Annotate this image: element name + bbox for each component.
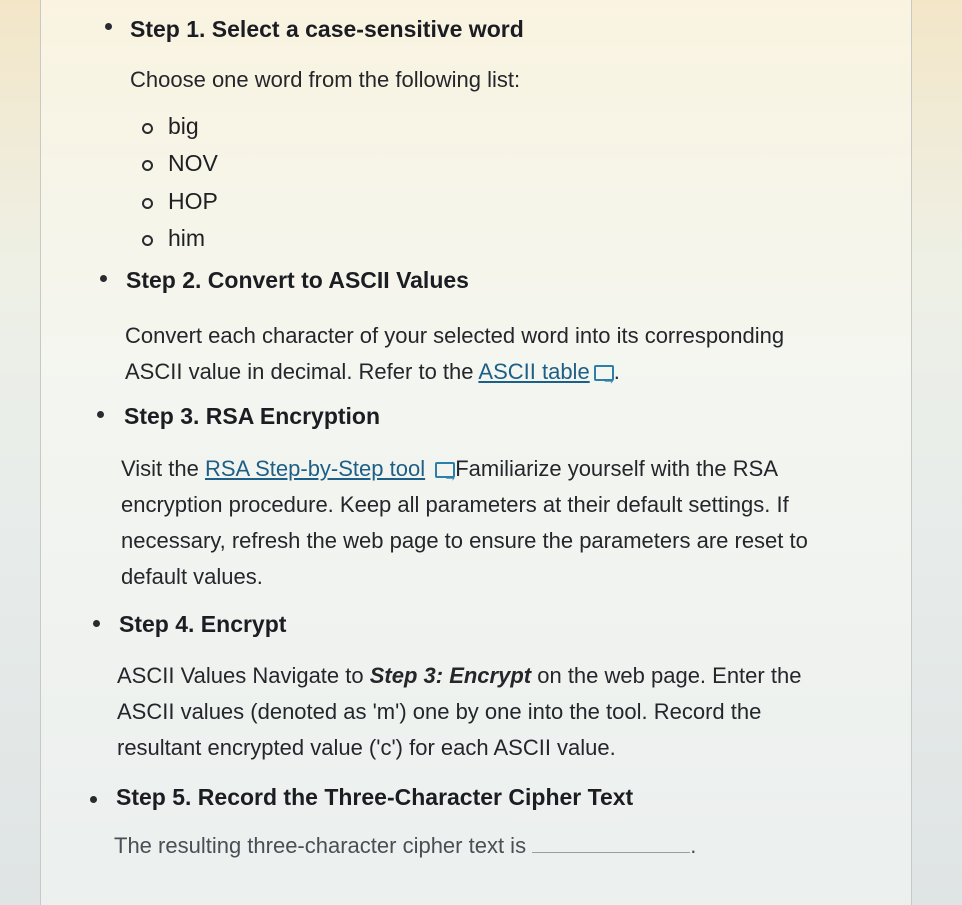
external-link-icon xyxy=(594,365,614,381)
list-bullet xyxy=(142,235,153,246)
step-2-text xyxy=(125,318,885,390)
step-3-title: Step 3. RSA Encryption xyxy=(124,403,381,429)
step-1-bullet xyxy=(105,23,112,30)
step-5-text xyxy=(114,828,894,864)
step-5-bullet xyxy=(90,796,97,803)
step-4-line-1-rest: on the web page. Enter the xyxy=(537,663,802,688)
step-3-bullet xyxy=(97,411,104,418)
step-4-line-1 xyxy=(117,658,897,694)
step-4-text xyxy=(117,658,897,766)
step-4-line-3: resultant encrypted value ('c') for each ASCII value. xyxy=(117,735,616,760)
step-2-line-2 xyxy=(125,354,885,390)
step-5-period: . xyxy=(690,833,697,858)
step-2-bullet xyxy=(100,275,107,282)
cipher-text-blank[interactable] xyxy=(532,832,690,853)
step-4-title: Step 4. Encrypt xyxy=(119,611,287,637)
step-3-line-1-text: Visit the xyxy=(121,456,199,481)
step-3-line-1-rest: Familiarize yourself with the RSA xyxy=(455,456,779,481)
step-3-line-4: default values. xyxy=(121,564,263,589)
list-bullet xyxy=(142,198,153,209)
step-5-title: Step 5. Record the Three-Character Cipher Text xyxy=(116,784,634,810)
ascii-table-link[interactable]: ASCII table xyxy=(478,359,590,384)
step-2-period: . xyxy=(613,359,620,384)
list-bullet xyxy=(142,160,153,171)
step-3-line-1 xyxy=(121,451,896,487)
step-4-line-1-text: ASCII Values Navigate to xyxy=(117,663,364,688)
external-link-icon xyxy=(435,462,455,478)
step-3-text xyxy=(121,451,896,595)
step-4-bullet xyxy=(93,620,100,627)
step-5-line-text: The resulting three-character cipher text is xyxy=(114,833,527,858)
step-1-intro: Choose one word from the following list: xyxy=(130,67,521,92)
step-2-line-2-text: ASCII value in decimal. Refer to the xyxy=(125,359,474,384)
word-option-nov: NOV xyxy=(168,150,218,176)
word-option-him: him xyxy=(168,225,206,251)
word-option-big: big xyxy=(168,113,199,139)
step-4-line-2: ASCII values (denoted as 'm') one by one into the tool. Record the xyxy=(117,699,762,724)
step-3-line-2: encryption procedure. Keep all parameters at their default settings. If xyxy=(121,492,789,517)
step-2-line-1: Convert each character of your selected word into its corresponding xyxy=(125,323,785,348)
rsa-tool-link[interactable]: RSA Step-by-Step tool xyxy=(204,456,426,481)
step-1-title: Step 1. Select a case-sensitive word xyxy=(130,16,524,42)
step-2-title: Step 2. Convert to ASCII Values xyxy=(126,267,469,293)
list-bullet xyxy=(142,123,153,134)
step-3-line-3: necessary, refresh the web page to ensure the parameters are reset to xyxy=(121,528,808,553)
word-option-hop: HOP xyxy=(168,188,218,214)
step-3-encrypt-emphasis: Step 3: Encrypt xyxy=(369,663,532,688)
